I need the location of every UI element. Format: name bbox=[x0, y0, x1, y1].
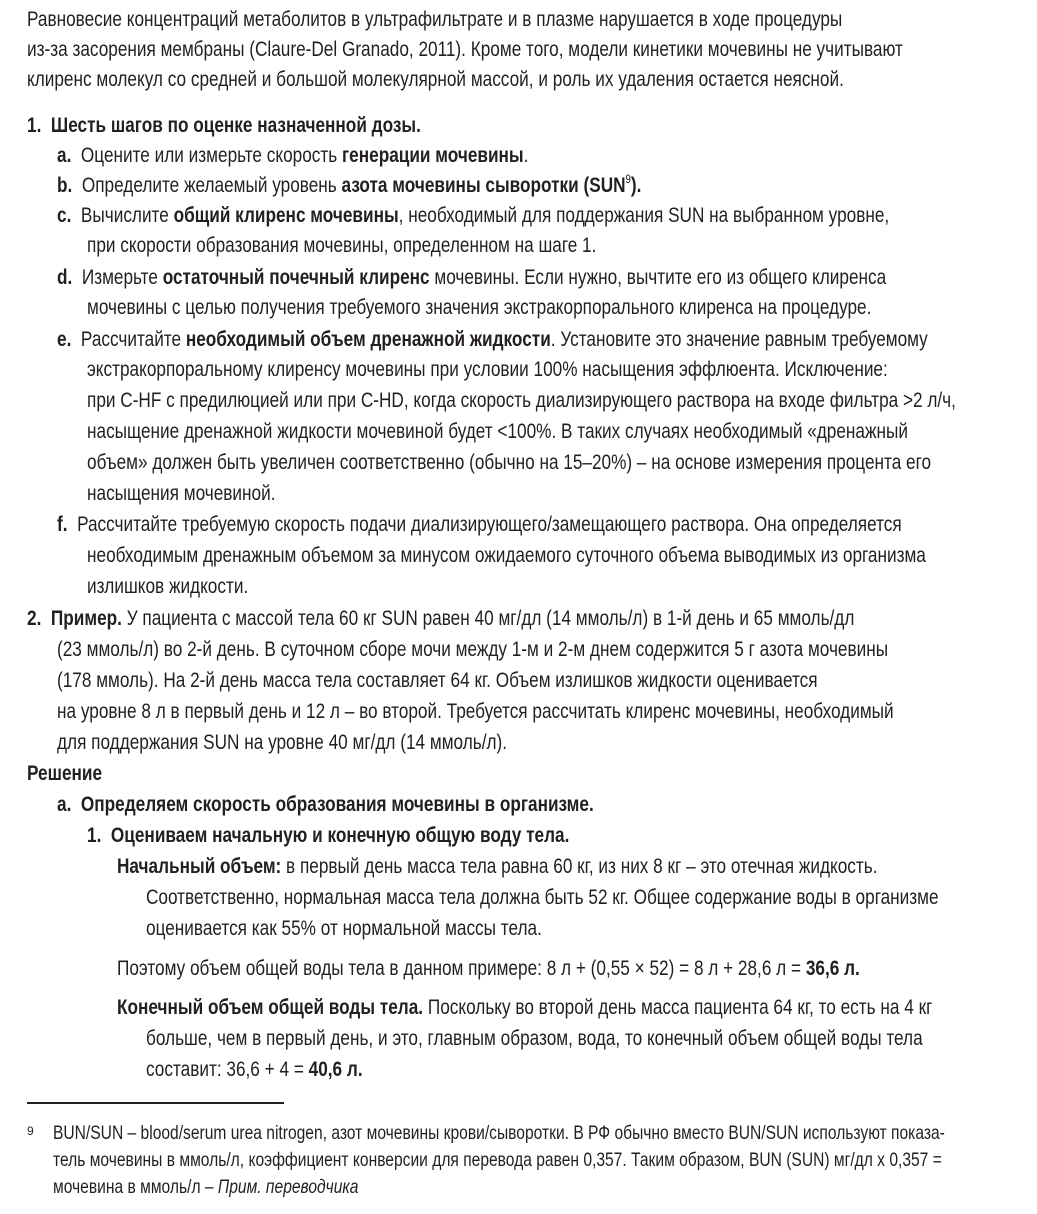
step-emphasis: азота мочевины сыворотки (SUN bbox=[341, 173, 626, 197]
step-emphasis: необходимый объем дренажной жидкости bbox=[185, 327, 551, 351]
list-number: 1. bbox=[87, 823, 102, 847]
solution-step-title: Оцениваем начальную и конечную общую воду тела. bbox=[110, 823, 570, 847]
step-emphasis: ). bbox=[630, 173, 642, 197]
step-text: необходимым дренажным объемом за минусом ожидаемого суточного объема выводимых из организма bbox=[87, 543, 926, 567]
step-text: при C-HF с предилюцией или при C-HD, когда скорость диализирующего раствора на входе фильтра >2 л/ч, bbox=[87, 388, 956, 412]
step-text: объем» должен быть увеличен соответственно (обычно на 15–20%) – на основе измерения процента его bbox=[87, 450, 932, 474]
solution-text: Соответственно, нормальная масса тела должна быть 52 кг. Общее содержание воды в организме bbox=[146, 885, 939, 909]
step-text: экстракорпоральному клиренсу мочевины при условии 100% насыщения эффлюента. Исключение: bbox=[87, 357, 888, 381]
footnote-mark: 9 bbox=[27, 1124, 34, 1138]
intro-line: Равновесие концентраций метаболитов в ультрафильтрате и в плазме нарушается в ходе процедуры bbox=[27, 7, 843, 31]
formula-result: 36,6 л. bbox=[805, 956, 860, 980]
solution-text: Поскольку во второй день масса пациента 64 кг, то есть на 4 кг bbox=[423, 995, 933, 1019]
list-letter: a. bbox=[57, 792, 72, 816]
step-text: . Установите это значение равным требуемому bbox=[550, 327, 928, 351]
step-text: Рассчитайте требуемую скорость подачи диализирующего/замещающего раствора. Она определяется bbox=[77, 512, 902, 536]
step-text: Измерьте bbox=[81, 265, 163, 289]
step-text: насыщение дренажной жидкости мочевиной будет <100%. В таких случаях необходимый «дренажный bbox=[87, 419, 908, 443]
step-emphasis: остаточный почечный клиренс bbox=[162, 265, 430, 289]
solution-text: оценивается как 55% от нормальной массы тела. bbox=[146, 916, 542, 940]
step-text: Оцените или измерьте скорость bbox=[80, 143, 343, 167]
step-text: при скорости образования мочевины, определенном на шаге 1. bbox=[87, 233, 597, 257]
intro-line: из-за засорения мембраны (Claure-Del Granado, 2011). Кроме того, модели кинетики мочевины не учитывают bbox=[27, 37, 903, 61]
step-a bbox=[57, 140, 646, 170]
step-letter: f. bbox=[57, 512, 68, 536]
step-letter: d. bbox=[57, 265, 73, 289]
solution-text: в первый день масса тела равна 60 кг, из них 8 кг – это отечная жидкость. bbox=[281, 854, 878, 878]
step-text: Вычислите bbox=[80, 203, 174, 227]
step-c bbox=[57, 200, 1037, 230]
step-letter: b. bbox=[57, 173, 73, 197]
step-text: . bbox=[523, 143, 529, 167]
step-text: Определите желаемый уровень bbox=[81, 173, 342, 197]
step-emphasis: генерации мочевины bbox=[342, 143, 524, 167]
final-volume-label: Конечный объем общей воды тела. bbox=[117, 995, 424, 1019]
step-text: насыщения мочевиной. bbox=[87, 481, 276, 505]
list-number: 1. bbox=[27, 113, 42, 137]
solution-heading: Решение bbox=[27, 761, 103, 785]
step-d bbox=[57, 262, 1037, 292]
step-text: , необходимый для поддержания SUN на выбранном уровне, bbox=[398, 203, 890, 227]
step-e bbox=[57, 324, 1037, 354]
step-text: Рассчитайте bbox=[80, 327, 186, 351]
step-f bbox=[57, 509, 1037, 539]
footnote-ref: 9 bbox=[625, 172, 631, 186]
step-b bbox=[57, 170, 788, 200]
solution-subheading: Определяем скорость образования мочевины в организме. bbox=[80, 792, 594, 816]
footnote-divider bbox=[27, 1102, 284, 1104]
formula-text: Поэтому объем общей воды тела в данном примере: 8 л + (0,55 × 52) = 8 л + 28,6 л = bbox=[117, 956, 806, 980]
example-text: (178 ммоль). На 2-й день масса тела составляет 64 кг. Объем излишков жидкости оценивается bbox=[57, 668, 818, 692]
step-letter: a. bbox=[57, 143, 72, 167]
intro-line: клиренс молекул со средней и большой молекулярной массой, и роль их удаления остается неясной. bbox=[27, 67, 844, 91]
footnote-text: мочевина в ммоль/л – bbox=[53, 1176, 218, 1198]
step-text: мочевины. Если нужно, вычтите его из общего клиренса bbox=[429, 265, 887, 289]
footnote-text: тель мочевины в ммоль/л, коэффициент конверсии для перевода равен 0,357. Таким образом, BUN (SUN) мг/дл x 0,357 = bbox=[53, 1149, 942, 1171]
solution-text: составит: 36,6 + 4 = bbox=[146, 1057, 309, 1081]
step-letter: c. bbox=[57, 203, 72, 227]
final-result: 40,6 л. bbox=[308, 1057, 363, 1081]
step-emphasis: общий клиренс мочевины bbox=[173, 203, 399, 227]
step-text: излишков жидкости. bbox=[87, 574, 249, 598]
solution-text: больше, чем в первый день, и это, главным образом, вода, то конечный объем общей воды тела bbox=[146, 1026, 923, 1050]
translator-note: Прим. переводчика bbox=[217, 1176, 359, 1198]
footnote-text: BUN/SUN – blood/serum urea nitrogen, азот мочевины крови/сыворотки. В РФ обычно вместо BUN/SUN используют показа- bbox=[53, 1122, 945, 1144]
list-number: 2. bbox=[27, 606, 42, 630]
example-text: У пациента с массой тела 60 кг SUN равен 40 мг/дл (14 ммоль/л) в 1-й день и 65 ммоль/дл bbox=[121, 606, 855, 630]
step-text: мочевины с целью получения требуемого значения экстракорпорального клиренса на процедуре. bbox=[87, 295, 872, 319]
section-title: Шесть шагов по оценке назначенной дозы. bbox=[50, 113, 421, 137]
example-text: для поддержания SUN на уровне 40 мг/дл (14 ммоль/л). bbox=[57, 730, 508, 754]
example-label: Пример. bbox=[50, 606, 122, 630]
example-text: на уровне 8 л в первый день и 12 л – во второй. Требуется рассчитать клиренс мочевины, необходимый bbox=[57, 699, 894, 723]
step-letter: e. bbox=[57, 327, 72, 351]
example-text: (23 ммоль/л) во 2-й день. В суточном сборе мочи между 1-м и 2-м днем содержится 5 г азота мочевины bbox=[57, 637, 889, 661]
initial-volume-label: Начальный объем: bbox=[117, 854, 282, 878]
